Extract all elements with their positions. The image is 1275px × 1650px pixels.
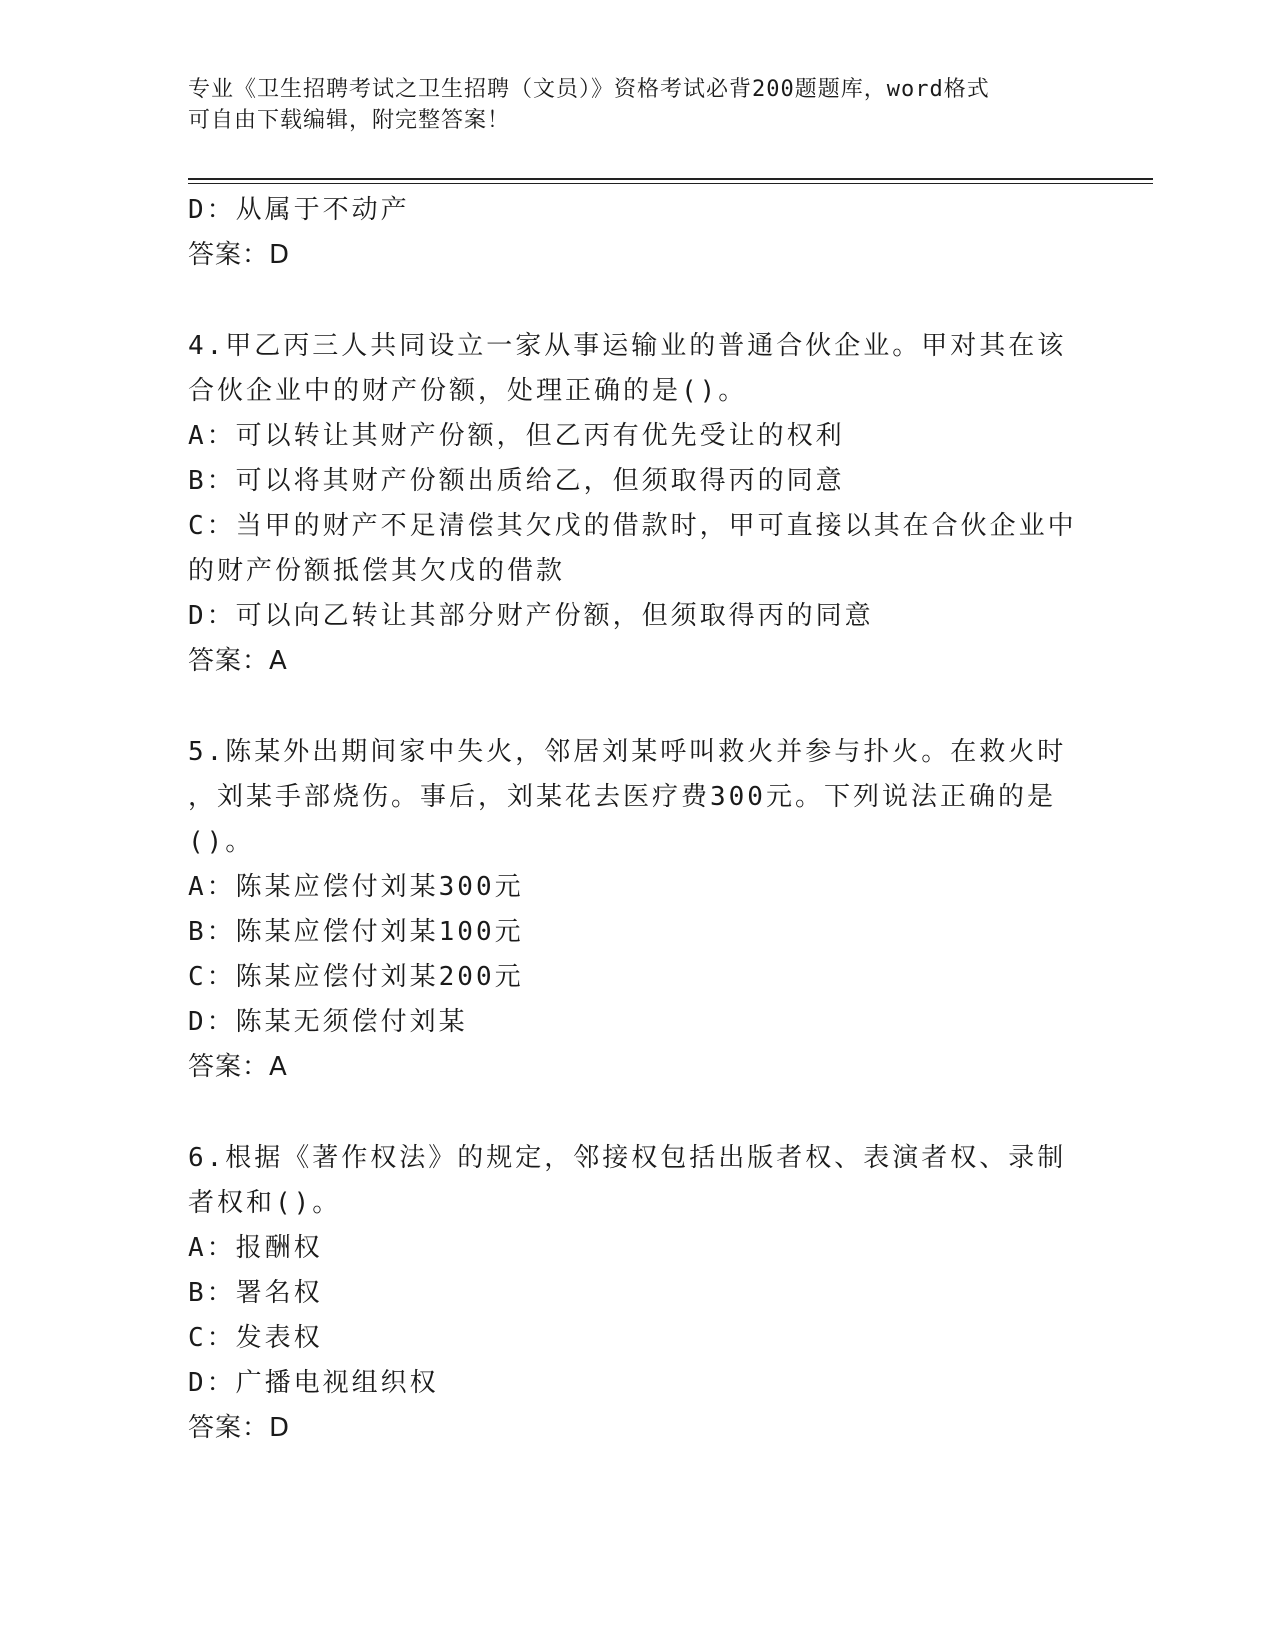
question-stem-line: 者权和()。 — [188, 1188, 342, 1218]
answer-line: 答案：D — [188, 240, 291, 270]
option-c: C：陈某应偿付刘某200元 — [188, 962, 524, 992]
option-c: C：发表权 — [188, 1323, 323, 1353]
header-line-2: 可自由下载编辑，附完整答案！ — [188, 108, 511, 133]
question-stem-line: 4.甲乙丙三人共同设立一家从事运输业的普通合伙企业。甲对其在该 — [188, 331, 1067, 361]
option-d: D：广播电视组织权 — [188, 1368, 439, 1398]
option-b: B：署名权 — [188, 1278, 323, 1308]
option-d: D：从属于不动产 — [188, 195, 410, 225]
question-stem-line: 合伙企业中的财产份额，处理正确的是()。 — [188, 376, 748, 406]
header-line-1: 专业《卫生招聘考试之卫生招聘（文员）》资格考试必背200题题库，word格式 — [188, 77, 990, 102]
spacer — [188, 1090, 1088, 1136]
option-a: A：可以转让其财产份额，但乙丙有优先受让的权利 — [188, 421, 845, 451]
answer-line: 答案：D — [188, 1413, 291, 1443]
header-rule-thin — [188, 183, 1153, 184]
question-stem-line: ，刘某手部烧伤。事后，刘某花去医疗费300元。下列说法正确的是 — [188, 782, 1056, 812]
question-stem-line: ()。 — [188, 827, 255, 857]
question-4 — [188, 324, 1088, 684]
option-c-continued: 的财产份额抵偿其欠戊的借款 — [188, 556, 566, 586]
spacer — [188, 278, 1088, 324]
spacer — [188, 684, 1088, 730]
option-b: B：可以将其财产份额出质给乙，但须取得丙的同意 — [188, 466, 845, 496]
option-b: B：陈某应偿付刘某100元 — [188, 917, 524, 947]
answer-line: 答案：A — [188, 646, 288, 676]
option-a: A：陈某应偿付刘某300元 — [188, 872, 524, 902]
option-d: D：陈某无须偿付刘某 — [188, 1007, 468, 1037]
option-c: C：当甲的财产不足清偿其欠戊的借款时，甲可直接以其在合伙企业中 — [188, 511, 1077, 541]
option-a: A：报酬权 — [188, 1233, 323, 1263]
document-header — [188, 74, 1068, 136]
option-d: D：可以向乙转让其部分财产份额，但须取得丙的同意 — [188, 601, 874, 631]
question-stem-line: 5.陈某外出期间家中失火，邻居刘某呼叫救火并参与扑火。在救火时 — [188, 737, 1067, 767]
question-stem-line: 6.根据《著作权法》的规定，邻接权包括出版者权、表演者权、录制 — [188, 1143, 1067, 1173]
header-rule-thick — [188, 178, 1153, 180]
question-5 — [188, 730, 1088, 1090]
question-6 — [188, 1136, 1088, 1451]
answer-line: 答案：A — [188, 1052, 288, 1082]
question-content — [188, 188, 1088, 1451]
